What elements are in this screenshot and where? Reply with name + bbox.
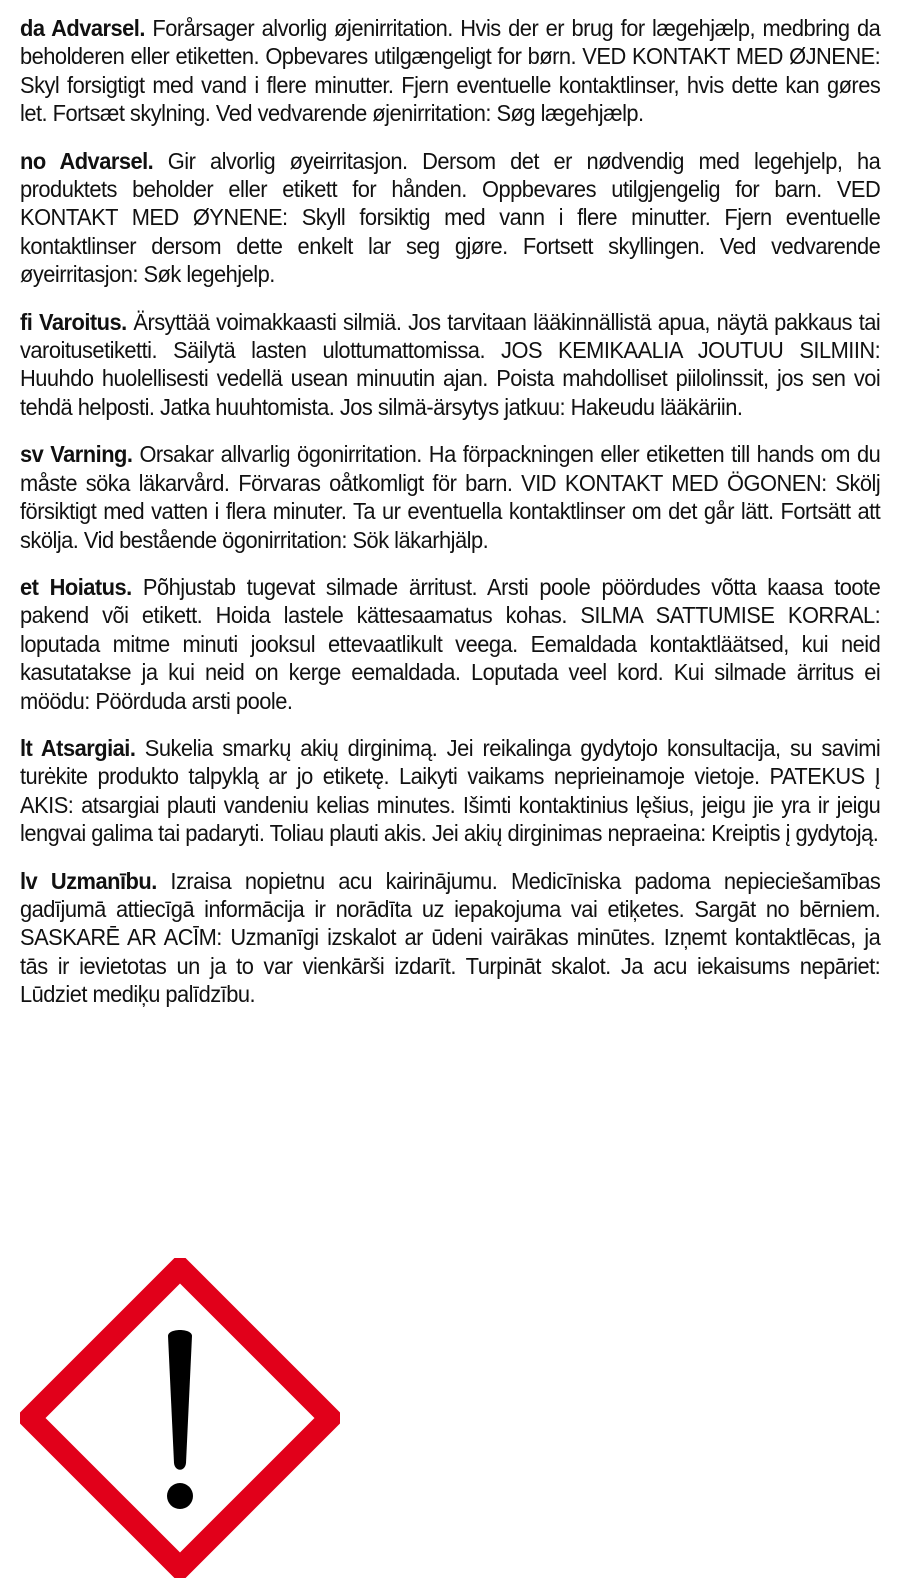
warning-body-lt: Sukelia smarkų akių dirginimą. Jei reikalinga gydytojo konsultacija, su savimi turėkite produkto talpyklą ar jo etiketę. Laikyti vaikams neprieinamoje vietoje. PATEKUS Į AKIS: atsargiai plauti vandeniu kelias minutes. Išimti kontaktinius lęšius, jeigu jie yra ir jeigu lengvai galima tai padaryti. Toliau plauti akis. Jei akių dirginimas nepraeina: Kreiptis į gydytoją. xyxy=(20,734,881,847)
warning-paragraph-lt xyxy=(20,734,880,848)
warning-body-et: Põhjustab tugevat silmade ärritust. Arsti poole pöördudes võtta kaasa toote pakend või etikett. Hoida lastele kättesaamatus kohas. SILMA SATTUMISE KORRAL: loputada mitme minuti jooksul ettevaatlikult veega. Eemaldada kontaktläätsed, kui neid kasutatakse ja kui neid on kerge eemaldada. Loputada veel kord. Kui silmade ärritus ei möödu: Pöörduda arsti poole. xyxy=(20,573,881,714)
warning-body-no: Gir alvorlig øyeirritasjon. Dersom det er nødvendig med legehjelp, ha produktets beholder eller etikett for hånden. Oppbevares utilgjengelig for barn. VED KONTAKT MED ØYNENE: Skyll forsiktig med vann i flere minutter. Fjern eventuelle kontaktlinser dersom dette enkelt lar seg gjøre. Fortsett skyllingen. Ved vedvarende øyeirritasjon: Søk legehjelp. xyxy=(20,147,881,288)
exclamation-dot xyxy=(167,1483,193,1509)
warning-body-da: Forårsager alvorlig øjenirritation. Hvis der er brug for lægehjælp, medbring da beholderen eller etiketten. Opbevares utilgængeligt for børn. VED KONTAKT MED ØJNENE: Skyl forsigtigt med vand i flere minutter. Fjern eventuelle kontaktlinser, hvis dette kan gøres let. Fortsæt skylning. Ved vedvarende øjenirritation: Søg lægehjælp. xyxy=(20,15,881,127)
warning-paragraph-da xyxy=(20,14,880,128)
warning-paragraph-sv xyxy=(20,440,880,554)
warning-heading-lt: lt Atsargiai. xyxy=(20,734,136,761)
warning-paragraph-et xyxy=(20,573,880,715)
warning-heading-sv: sv Varning. xyxy=(20,441,133,468)
warning-heading-et: et Hoiatus. xyxy=(20,573,132,600)
warning-heading-no: no Advarsel. xyxy=(20,147,154,174)
warning-heading-fi: fi Varoitus. xyxy=(20,308,127,335)
ghs-exclamation-pictogram xyxy=(20,1258,340,1578)
warning-body-sv: Orsakar allvarlig ögonirritation. Ha förpackningen eller etiketten till hands om du måste söka läkarvård. Förvaras oåtkomligt för barn. VID KONTAKT MED ÖGONEN: Skölj försiktigt med vatten i flera minuter. Ta ur eventuella kontaktlinser om det går lätt. Fortsätt att skölja. Vid bestående ögonirritation: Sök läkarhjälp. xyxy=(20,441,881,553)
warning-paragraph-no xyxy=(20,147,880,289)
warning-heading-lv: lv Uzmanību. xyxy=(20,867,157,894)
warning-paragraph-lv xyxy=(20,867,880,1009)
warning-body-fi: Ärsyttää voimakkaasti silmiä. Jos tarvitaan lääkinnällistä apua, näytä pakkaus tai varoitusetiketti. Säilytä lasten ulottumattomissa. JOS KEMIKAALIA JOUTUU SILMIIN: Huuhdo huolellisesti vedellä usean minuutin ajan. Poista mahdolliset piilolinssit, jos sen voi tehdä helposti. Jatka huuhtomista. Jos silmä-ärsytys jatkuu: Hakeudu lääkäriin. xyxy=(20,308,881,420)
warning-heading-da: da Advarsel. xyxy=(20,15,145,41)
warning-paragraph-fi xyxy=(20,308,880,422)
exclamation-mark-hazard-icon xyxy=(20,1258,340,1578)
warning-text-block xyxy=(20,14,880,1028)
warning-body-lv: Izraisa nopietnu acu kairinājumu. Medicīniska padoma nepieciešamības gadījumā attiecīgā informācija ir norādīta uz iepakojuma vai etiķetes. Sargāt no bērniem. SASKARĒ AR ACĪM: Uzmanīgi izskalot ar ūdeni vairākas minūtes. Izņemt kontaktlēcas, ja tās ir ievietotas un ja to var vienkārši izdarīt. Turpināt skalot. Ja acu iekaisums nepāriet: Lūdziet mediķu palīdzību. xyxy=(20,867,881,1008)
